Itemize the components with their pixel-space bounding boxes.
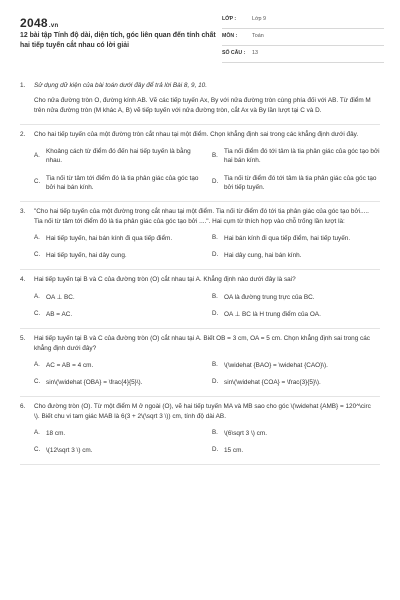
option-letter: C. — [34, 251, 41, 259]
answer-option[interactable] — [34, 429, 206, 438]
question-text: Hai tiếp tuyến tại B và C của đường tròn (O) cắt nhau tại A. Biết OB = 3 cm, OA = 5 cm. Chọn khẳng định sai trong các khẳng định dưới đây? — [34, 335, 370, 352]
option-letter: C. — [34, 446, 41, 454]
page-header — [0, 0, 400, 68]
answer-options — [34, 429, 380, 456]
logo-brand: 2048 — [20, 16, 48, 30]
logo-tld: .vn — [48, 23, 59, 29]
answer-option[interactable] — [212, 429, 384, 438]
option-letter: A. — [34, 151, 40, 159]
option-text: 18 cm. — [46, 429, 66, 437]
question-text: Hai tiếp tuyến tại B và C của đường tròn (O) cắt nhau tại A. Khẳng định nào dưới đây là sai? — [34, 276, 296, 284]
option-text: sin\(\widehat {OBA} = \frac{4}{5}\). — [46, 379, 143, 387]
meta-label: LỚP : — [222, 16, 237, 23]
option-text: sin\(\widehat {COA} = \frac{3}{5}\). — [224, 379, 321, 387]
answer-options — [34, 234, 380, 261]
question-text: Cho đường tròn (O). Từ một điểm M ở ngoài (O), vẽ hai tiếp tuyến MA và MB sao cho góc \(\widehat {AMB} = 120^\circ \). Biết chu vi tam giác MAB là 6(3 + 2\(\sqrt 3 \)) cm, tính độ dài AB. — [34, 403, 371, 420]
answer-option[interactable] — [212, 251, 384, 260]
question-passage: Cho nửa đường tròn O, đường kính AB. Vẽ các tiếp tuyến Ax, By với nửa đường tròn cùng phía đối với AB. Từ điểm M trên nửa đường tròn (M khác A, B) vẽ tiếp tuyến với nửa đường tròn, cắt Ax và By lần lượt tại C và D. — [34, 97, 371, 114]
option-letter: D. — [212, 310, 219, 318]
option-text: Tia nối điểm đó tới tâm là tia phân giác của góc tạo bởi hai bán kính. — [224, 148, 380, 165]
question-6 — [20, 397, 380, 465]
answer-option[interactable] — [212, 310, 384, 319]
option-text: \(6\sqrt 3 \) cm. — [224, 429, 267, 437]
option-text: \(\widehat {BAO} = \widehat {CAO}\). — [224, 361, 328, 369]
option-letter: B. — [212, 292, 218, 300]
option-letter: B. — [212, 360, 218, 368]
option-text: OA ⊥ BC là H trung điểm của OA. — [224, 310, 321, 318]
answer-option[interactable] — [212, 293, 384, 302]
answer-option[interactable] — [34, 174, 206, 193]
question-header — [20, 207, 380, 226]
option-letter: A. — [34, 429, 40, 437]
meta-row-grade — [222, 12, 384, 29]
answer-option[interactable] — [34, 234, 206, 243]
question-header — [20, 130, 380, 139]
question-header — [20, 81, 380, 90]
question-number: 5. — [20, 335, 26, 343]
question-3 — [20, 202, 380, 270]
option-text: Khoảng cách từ điểm đó đến hai tiếp tuyến là bằng nhau. — [46, 148, 191, 165]
option-text: Tia nối từ điểm đó tới tâm là tia phân giác của góc tạo bởi tiếp tuyến. — [224, 174, 377, 191]
question-header — [20, 275, 380, 284]
answer-option[interactable] — [212, 234, 384, 243]
question-number: 6. — [20, 403, 26, 411]
question-header — [20, 334, 380, 353]
option-text: \(12\sqrt 3 \) cm. — [46, 447, 93, 455]
option-text: OA là đường trung trực của BC. — [224, 293, 315, 301]
option-text: Hai dây cung, hai bán kính. — [224, 252, 302, 260]
question-text: Cho hai tiếp tuyến của một đường tròn cắt nhau tại một điểm. Chọn khẳng định sai trong các khẳng định dưới đây. — [34, 130, 359, 138]
answer-option[interactable] — [34, 293, 206, 302]
question-1 — [20, 76, 380, 125]
answer-option[interactable] — [212, 147, 384, 166]
question-number: 4. — [20, 276, 26, 284]
question-text: Sử dụng dữ kiện của bài toán dưới đây để trả lời Bài 8, 9, 10. — [34, 82, 207, 89]
option-letter: A. — [34, 233, 40, 241]
meta-value: Lớp 9 — [252, 16, 267, 23]
option-text: OA ⊥ BC. — [46, 293, 75, 301]
option-letter: D. — [212, 178, 219, 186]
option-letter: D. — [212, 446, 219, 454]
question-header — [20, 402, 380, 421]
site-logo[interactable] — [20, 15, 58, 32]
option-letter: A. — [34, 360, 40, 368]
meta-label: MÔN : — [222, 33, 238, 40]
answer-options — [34, 293, 380, 320]
answer-options — [34, 147, 380, 192]
meta-label: SỐ CÂU : — [222, 50, 246, 57]
option-letter: D. — [212, 251, 219, 259]
answer-option[interactable] — [34, 361, 206, 370]
option-letter: B. — [212, 151, 218, 159]
answer-options — [34, 361, 380, 388]
meta-value: Toán — [252, 33, 264, 40]
question-5 — [20, 329, 380, 397]
option-text: Hai tiếp tuyến, hai bán kính đi qua tiếp điểm. — [46, 234, 173, 242]
answer-option[interactable] — [34, 310, 206, 319]
option-text: Hai tiếp tuyến, hai dây cung. — [46, 252, 127, 260]
option-letter: D. — [212, 378, 219, 386]
answer-option[interactable] — [34, 378, 206, 387]
option-text: Tia nối từ tâm tới điểm đó là tia phân giác của góc tạo bởi hai bán kính. — [46, 174, 199, 191]
option-letter: B. — [212, 429, 218, 437]
question-list — [20, 76, 380, 465]
question-number: 3. — [20, 208, 26, 216]
answer-option[interactable] — [34, 446, 206, 455]
question-text: "Cho hai tiếp tuyến của một đường trong cắt nhau tại một điểm. Tia nối từ điểm đó tới tia phân giác của góc tạo bởi..... Tia nối từ tâm tới điểm đó là tia phân giác của góc tạo bởi ....". Hai cụm từ thích hợp vào chỗ trống lần lượt là: — [34, 208, 369, 225]
answer-option[interactable] — [212, 378, 384, 387]
option-text: 15 cm. — [224, 447, 244, 455]
question-number: 1. — [20, 82, 26, 89]
option-letter: C. — [34, 378, 41, 386]
meta-row-subject — [222, 29, 384, 46]
page-title: 12 bài tập Tính độ dài, diện tích, góc liên quan đến tính chất hai tiếp tuyến cắt nhau có lời giải — [20, 32, 216, 49]
question-2 — [20, 125, 380, 202]
option-text: Hai bán kính đi qua tiếp điểm, hai tiếp tuyến. — [224, 234, 351, 242]
option-letter: A. — [34, 292, 40, 300]
option-text: AB = AC. — [46, 310, 73, 318]
meta-row-count — [222, 46, 384, 63]
meta-table — [222, 12, 384, 63]
option-letter: B. — [212, 233, 218, 241]
meta-value: 13 — [252, 50, 258, 57]
answer-option[interactable] — [34, 147, 206, 166]
option-letter: C. — [34, 310, 41, 318]
option-letter: C. — [34, 178, 41, 186]
answer-option[interactable] — [212, 174, 384, 193]
answer-option[interactable] — [212, 361, 384, 370]
question-number: 2. — [20, 130, 26, 138]
option-text: AC = AB = 4 cm. — [46, 361, 94, 369]
answer-option[interactable] — [34, 251, 206, 260]
question-4 — [20, 270, 380, 329]
answer-option[interactable] — [212, 446, 384, 455]
